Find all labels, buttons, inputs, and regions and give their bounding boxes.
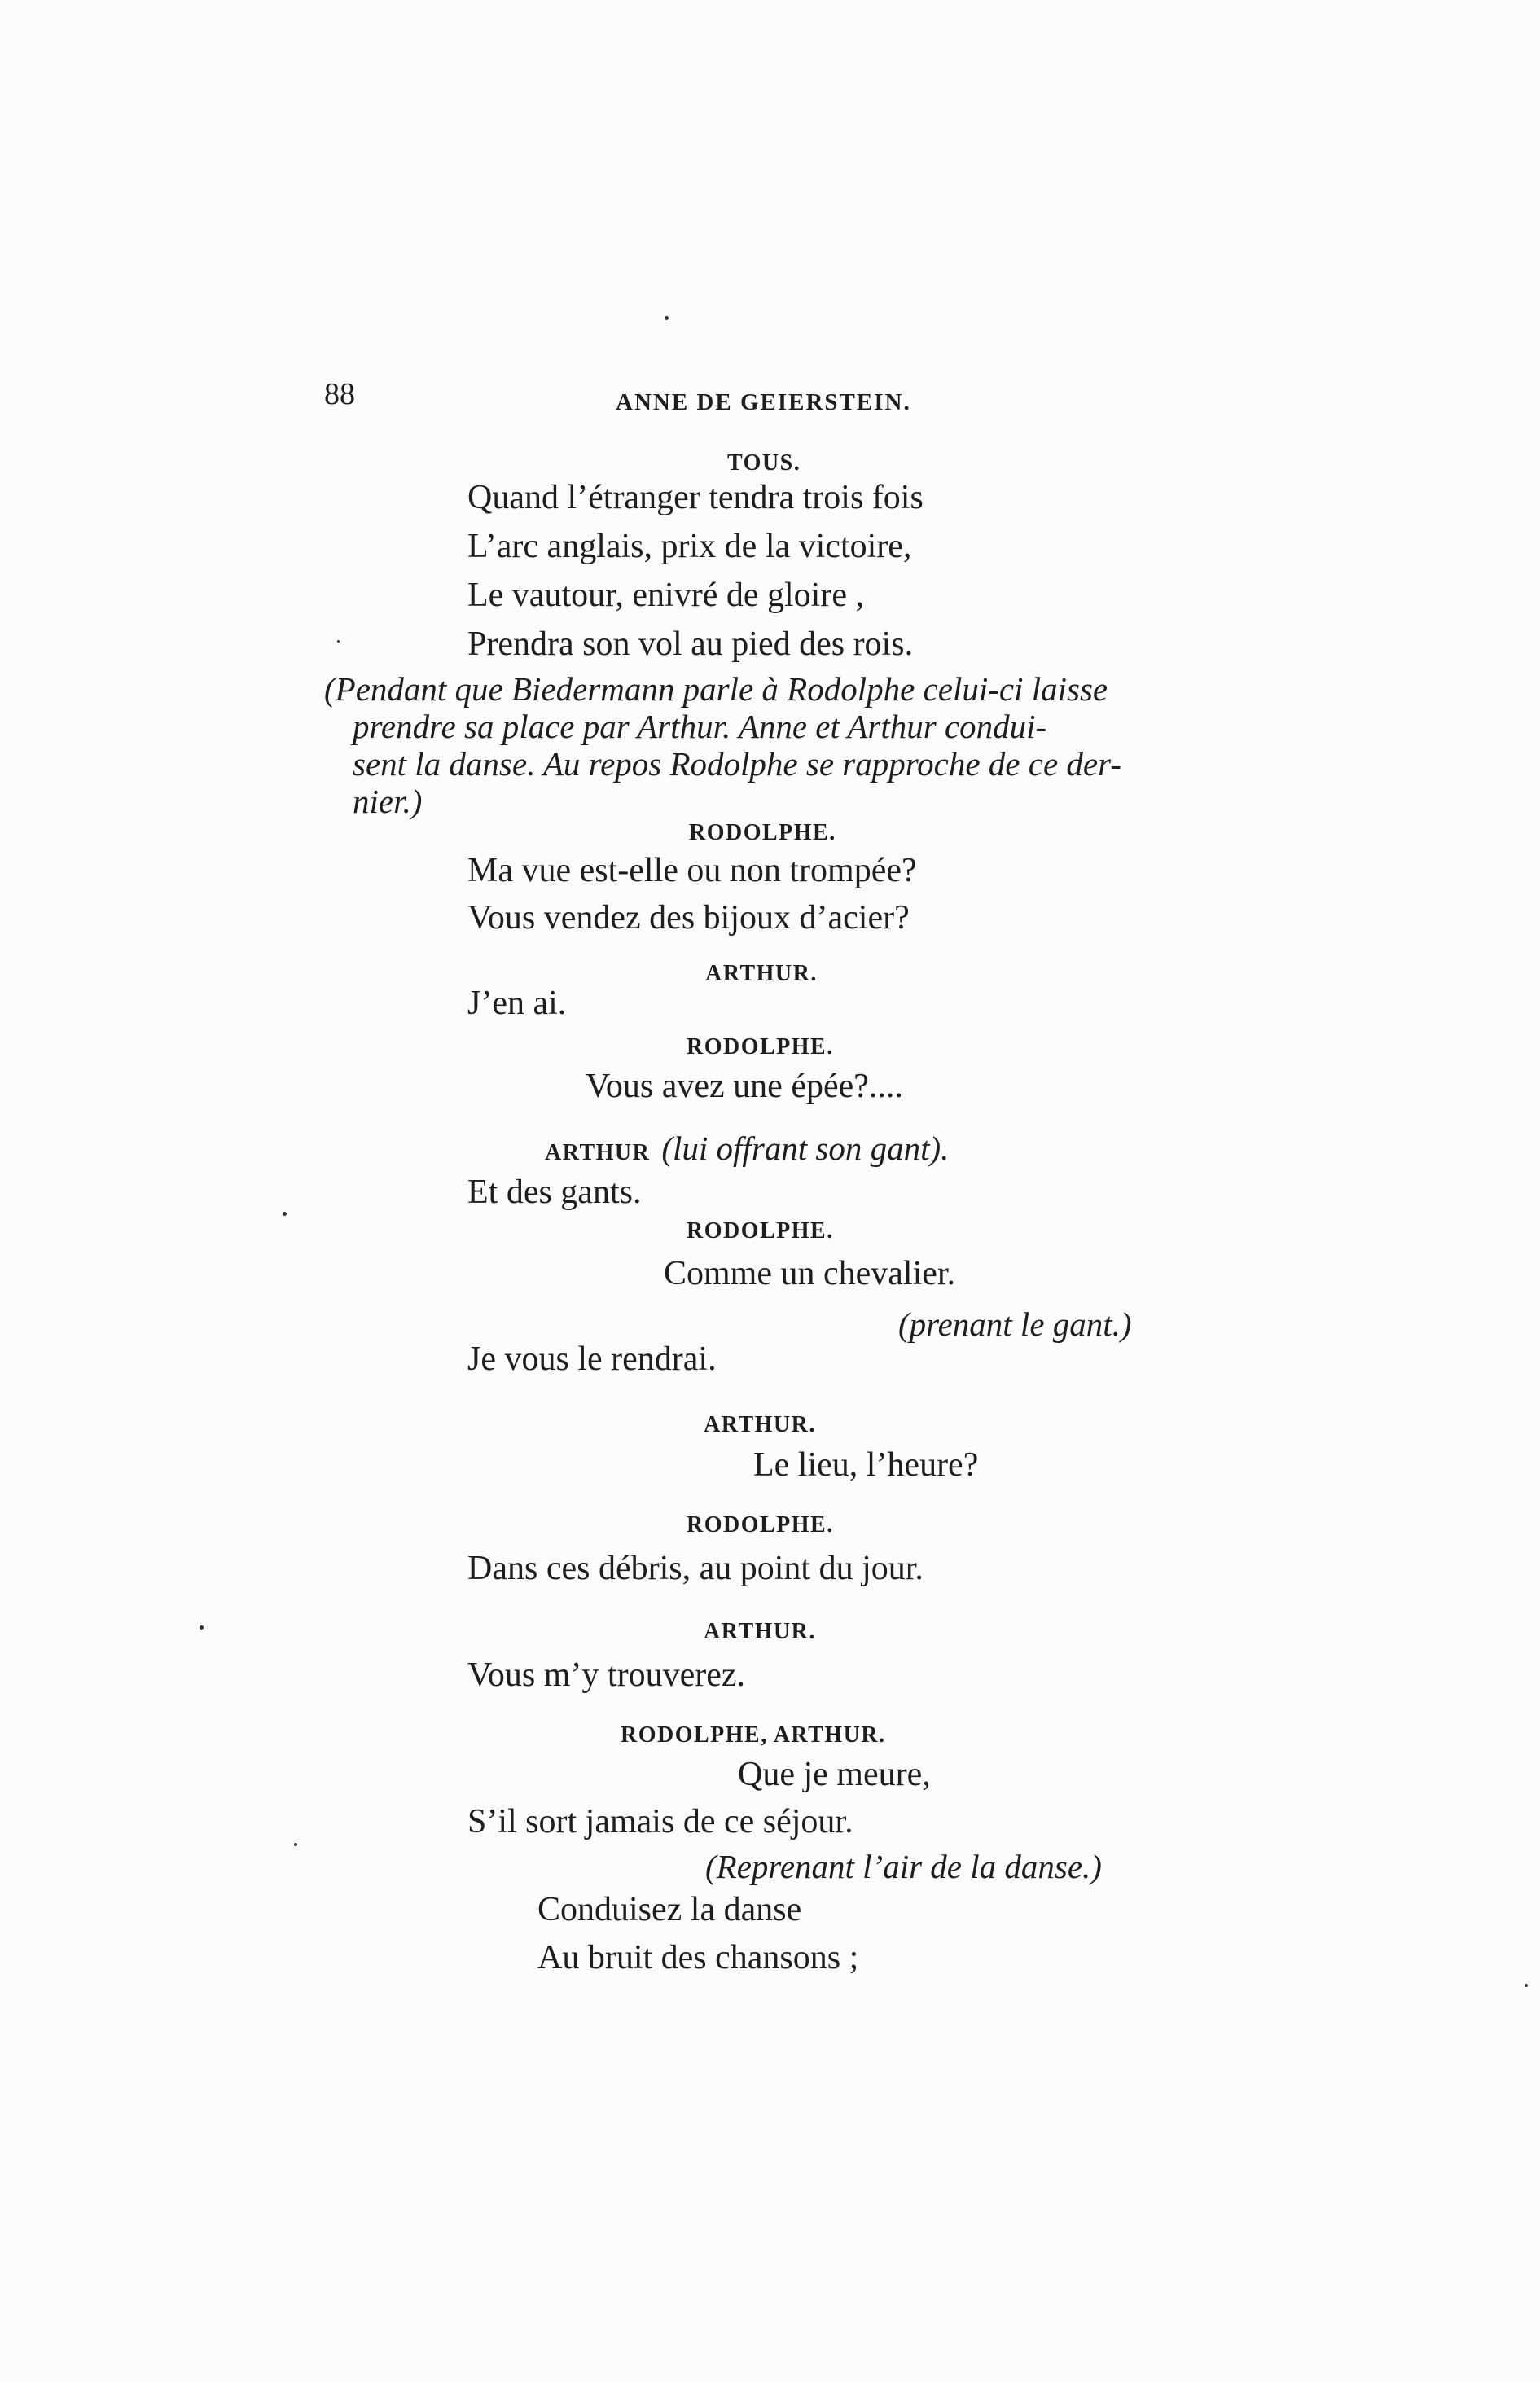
speaker-rodolphe: RODOLPHE. <box>689 820 836 845</box>
scan-speck <box>283 1212 287 1216</box>
verse-line: Le lieu, l’heure? <box>753 1446 979 1484</box>
verse-line: Comme un chevalier. <box>664 1255 956 1292</box>
speaker-name: ARTHUR <box>545 1140 651 1165</box>
verse-line: Ma vue est-elle ou non trompée? <box>467 852 917 889</box>
speaker-arthur: ARTHUR. <box>704 1412 816 1437</box>
speaker-rodolphe: RODOLPHE. <box>687 1512 834 1538</box>
verse-line: Le vautour, enivré de gloire , <box>467 577 864 614</box>
speaker-arthur: ARTHUR. <box>705 961 818 986</box>
verse-line: J’en ai. <box>467 985 567 1022</box>
scan-speck <box>665 316 669 320</box>
verse-line: Et des gants. <box>467 1173 642 1211</box>
stage-direction-line: nier.) <box>353 783 423 820</box>
scan-speck <box>1525 1984 1528 1987</box>
verse-line: L’arc anglais, prix de la victoire, <box>467 528 912 565</box>
stage-direction: (lui offrant son gant). <box>661 1130 950 1167</box>
stage-direction-line: sent la danse. Au repos Rodolphe se rapproche de ce der- <box>353 745 1121 783</box>
speaker-rodolphe: RODOLPHE. <box>687 1034 834 1059</box>
verse-line: Vous m’y trouverez. <box>467 1656 745 1694</box>
verse-line: Vous avez une épée?.... <box>586 1068 903 1105</box>
running-title: ANNE DE GEIERSTEIN. <box>616 389 911 415</box>
verse-line: Vous vendez des bijoux d’acier? <box>467 899 910 937</box>
speaker-arthur: ARTHUR. <box>704 1619 816 1644</box>
scan-speck <box>200 1625 204 1630</box>
verse-line: Dans ces débris, au point du jour. <box>467 1550 924 1587</box>
scan-speck <box>337 640 340 643</box>
verse-line: Conduisez la danse <box>537 1891 802 1928</box>
verse-line: Au bruit des chansons ; <box>537 1939 859 1976</box>
speaker-tous: TOUS. <box>727 450 801 476</box>
verse-line: Quand l’étranger tendra trois fois <box>467 479 924 516</box>
stage-direction-line: (Pendant que Biedermann parle à Rodolphe celui-ci laisse <box>324 670 1108 708</box>
scan-speck <box>294 1843 297 1846</box>
verse-line: Que je meure, <box>738 1756 931 1793</box>
stage-direction-line: prendre sa place par Arthur. Anne et Arthur condui- <box>353 708 1047 745</box>
stage-direction: (Reprenant l’air de la danse.) <box>705 1848 1102 1885</box>
speaker-rodolphe-arthur: RODOLPHE, ARTHUR. <box>621 1722 886 1748</box>
speaker-rodolphe: RODOLPHE. <box>687 1218 834 1244</box>
verse-line: Je vous le rendrai. <box>467 1340 717 1378</box>
speaker-arthur-with-direction <box>545 1129 949 1168</box>
stage-direction: (prenant le gant.) <box>898 1305 1132 1343</box>
page-number: 88 <box>324 377 355 411</box>
verse-line: Prendra son vol au pied des rois. <box>467 625 914 663</box>
verse-line: S’il sort jamais de ce séjour. <box>467 1803 853 1840</box>
